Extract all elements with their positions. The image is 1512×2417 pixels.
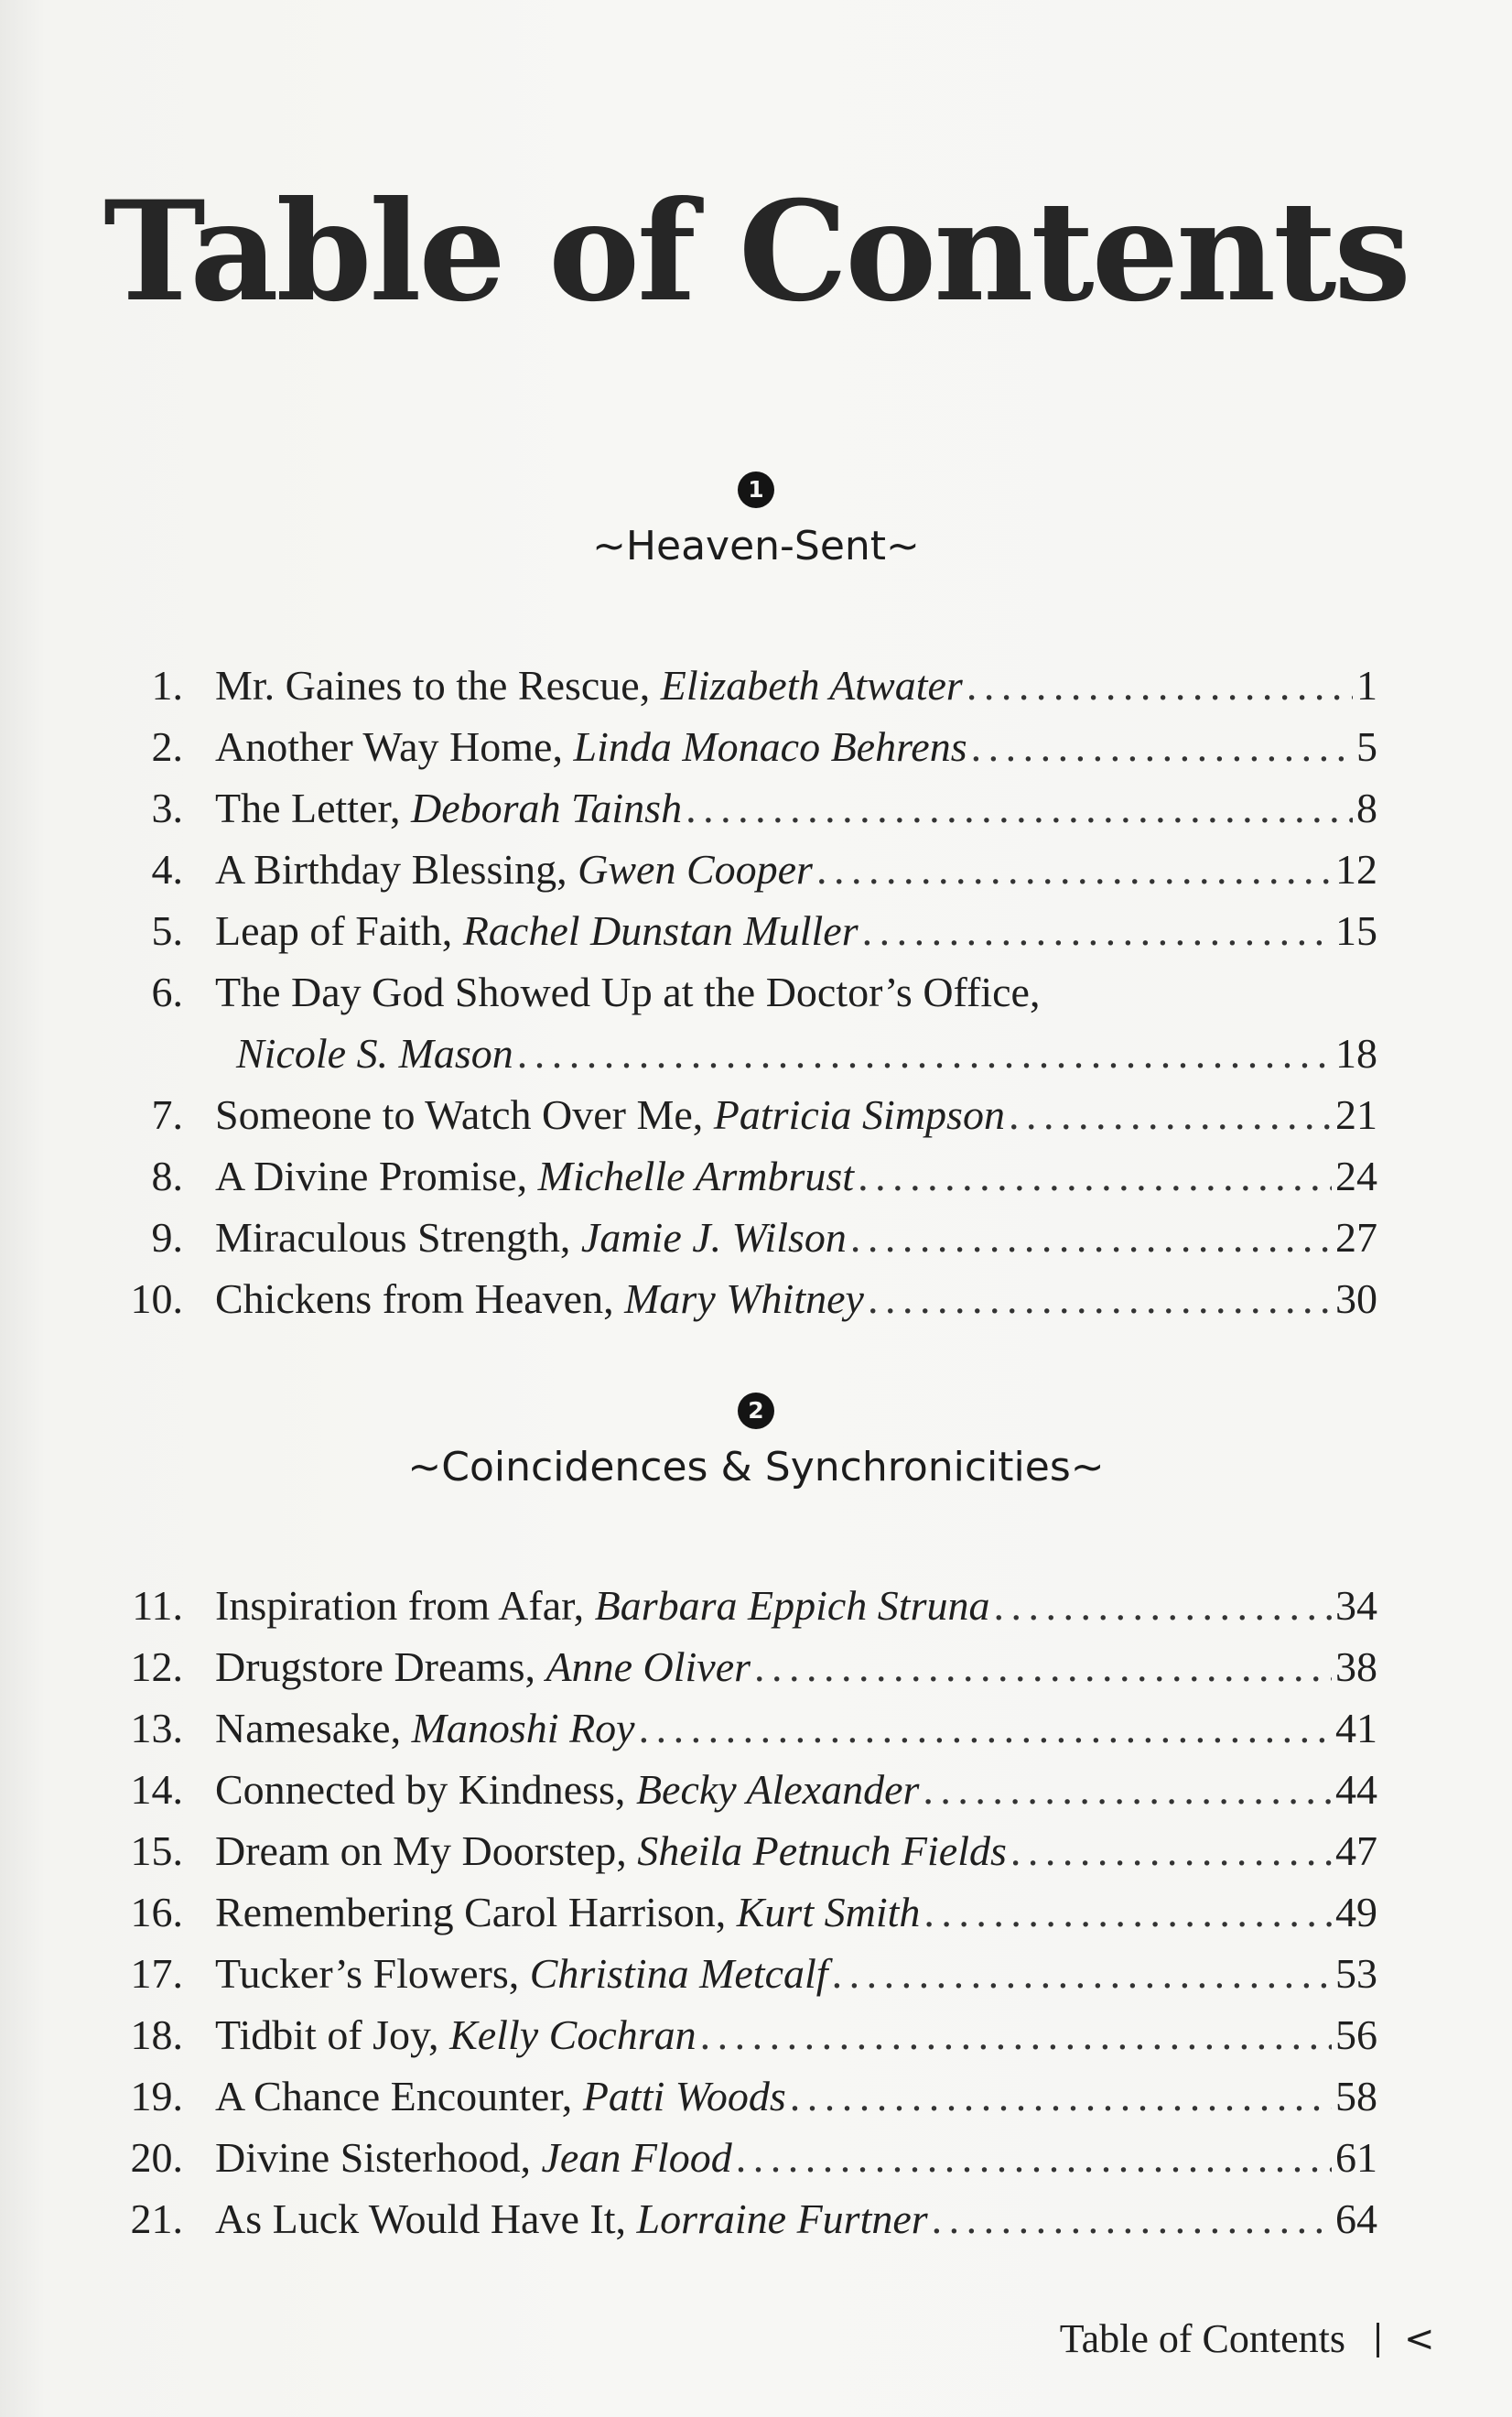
entry-title: Dream on My Doorstep,: [215, 1827, 627, 1874]
section-header-heaven-sent: [0, 471, 1512, 574]
toc-entry[interactable]: [101, 1823, 1377, 1880]
toc-entry[interactable]: [101, 2130, 1377, 2186]
dot-leader: [994, 1577, 1333, 1634]
toc-entry[interactable]: [101, 780, 1377, 837]
entry-title: Leap of Faith,: [215, 907, 453, 954]
dot-leader: [1010, 1823, 1332, 1880]
entry-number: 3.: [151, 785, 183, 831]
entry-page: 12: [1335, 846, 1377, 893]
entry-page: 58: [1335, 2073, 1377, 2119]
entry-number: 10.: [130, 1275, 183, 1322]
toc-entry[interactable]: [101, 1761, 1377, 1818]
dot-leader: [850, 1209, 1332, 1266]
entry-page: 21: [1335, 1091, 1377, 1138]
entry-page: 8: [1356, 785, 1377, 831]
entry-author: Kelly Cochran: [449, 2011, 697, 2058]
entry-page: 24: [1335, 1153, 1377, 1199]
entry-page: 27: [1335, 1214, 1377, 1261]
entry-title: A Chance Encounter,: [215, 2073, 573, 2119]
entry-title: The Letter,: [215, 785, 401, 831]
section-title: ~Coincidences & Synchronicities~: [407, 1444, 1105, 1490]
dot-leader: [517, 1025, 1332, 1082]
dot-leader: [686, 780, 1353, 837]
dot-leader: [1009, 1087, 1332, 1143]
entry-author: Patti Woods: [582, 2073, 786, 2119]
toc-entry[interactable]: [101, 1209, 1377, 1266]
entry-title: Miraculous Strength,: [215, 1214, 571, 1261]
entry-number: 11.: [132, 1582, 183, 1629]
entry-author: Christina Metcalf: [529, 1950, 828, 1997]
entry-page: 18: [1335, 1030, 1377, 1077]
toc-entry[interactable]: [101, 1577, 1377, 1634]
entry-title: Divine Sisterhood,: [215, 2134, 531, 2181]
entry-number: 13.: [130, 1705, 183, 1751]
entry-number: 6.: [151, 969, 183, 1015]
toc-entry[interactable]: [101, 2068, 1377, 2125]
entry-number: 2.: [151, 723, 183, 770]
dot-leader: [832, 1946, 1332, 2002]
entry-title: Another Way Home,: [215, 723, 563, 770]
dot-leader: [868, 1271, 1332, 1328]
toc-entry-title-line[interactable]: [101, 964, 1377, 1021]
entry-number: 17.: [130, 1950, 183, 1997]
footer-label: Table of Contents: [1059, 2316, 1345, 2361]
entry-author: Jamie J. Wilson: [580, 1214, 847, 1261]
dot-leader: [862, 903, 1332, 959]
dot-leader: [967, 657, 1353, 714]
dot-leader: [700, 2007, 1332, 2064]
entry-page: 1: [1356, 662, 1377, 709]
entry-author: Sheila Petnuch Fields: [637, 1827, 1007, 1874]
entry-author: Gwen Cooper: [578, 846, 813, 893]
dot-leader: [923, 1884, 1332, 1941]
entry-number: 18.: [130, 2011, 183, 2058]
toc-entry[interactable]: [101, 719, 1377, 775]
section-number-badge: 1: [738, 471, 774, 508]
footer-arrow-icon: <: [1404, 2318, 1435, 2360]
dot-leader: [816, 841, 1332, 898]
dot-leader: [790, 2068, 1332, 2125]
dot-leader: [754, 1639, 1332, 1696]
entry-title: A Divine Promise,: [215, 1153, 528, 1199]
entry-title: Mr. Gaines to the Rescue,: [215, 662, 651, 709]
dot-leader: [858, 1148, 1332, 1205]
toc-entry[interactable]: [101, 1148, 1377, 1205]
entry-number: 12.: [130, 1643, 183, 1690]
toc-entry[interactable]: [101, 657, 1377, 714]
entry-title: Namesake,: [215, 1705, 402, 1751]
entry-page: 5: [1356, 723, 1377, 770]
dot-leader: [923, 1761, 1332, 1818]
entry-author: Patricia Simpson: [713, 1091, 1005, 1138]
toc-entry[interactable]: [101, 841, 1377, 898]
entry-number: 9.: [151, 1214, 183, 1261]
entry-number: 15.: [130, 1827, 183, 1874]
entry-title: Inspiration from Afar,: [215, 1582, 585, 1629]
entry-page: 15: [1335, 907, 1377, 954]
entry-title: Tucker’s Flowers,: [215, 1950, 520, 1997]
entry-number: 8.: [151, 1153, 183, 1199]
entry-page: 34: [1335, 1582, 1377, 1629]
entry-number: 5.: [151, 907, 183, 954]
entry-page: 49: [1335, 1889, 1377, 1935]
entry-page: 64: [1335, 2195, 1377, 2242]
entry-author: Elizabeth Atwater: [660, 662, 963, 709]
section-number-badge: 2: [738, 1393, 774, 1429]
entry-number: 1.: [151, 662, 183, 709]
entry-author: Lorraine Furtner: [636, 2195, 928, 2242]
section-title: ~Heaven-Sent~: [592, 523, 920, 569]
toc-entry[interactable]: [101, 2007, 1377, 2064]
entry-page: 30: [1335, 1275, 1377, 1322]
toc-entry[interactable]: [101, 1700, 1377, 1757]
toc-entry[interactable]: [101, 1884, 1377, 1941]
entry-title: Drugstore Dreams,: [215, 1643, 536, 1690]
entry-author: Nicole S. Mason: [236, 1030, 513, 1077]
entry-number: 16.: [130, 1889, 183, 1935]
entry-title: A Birthday Blessing,: [215, 846, 567, 893]
entry-author: Rachel Dunstan Muller: [462, 907, 859, 954]
entry-author: Becky Alexander: [635, 1766, 920, 1813]
entry-title: Tidbit of Joy,: [215, 2011, 439, 2058]
entry-author: Jean Flood: [541, 2134, 732, 2181]
entry-title: As Luck Would Have It,: [215, 2195, 626, 2242]
entry-title: Remembering Carol Harrison,: [215, 1889, 727, 1935]
entry-number: 19.: [130, 2073, 183, 2119]
entry-page: 44: [1335, 1766, 1377, 1813]
dot-leader: [971, 719, 1353, 775]
entry-number: 7.: [151, 1091, 183, 1138]
entry-number: 20.: [130, 2134, 183, 2181]
entry-author: Manoshi Roy: [411, 1705, 635, 1751]
toc-entry[interactable]: [101, 1946, 1377, 2002]
entry-page: 41: [1335, 1705, 1377, 1751]
entry-author: Kurt Smith: [736, 1889, 921, 1935]
entry-title: Chickens from Heaven,: [215, 1275, 614, 1322]
section-header-coincidences: [0, 1393, 1512, 1495]
dot-leader: [639, 1700, 1332, 1757]
page-title: Table of Contents: [103, 171, 1409, 332]
toc-entry[interactable]: [101, 2191, 1377, 2248]
entry-title: Someone to Watch Over Me,: [215, 1091, 704, 1138]
entry-number: 21.: [130, 2195, 183, 2242]
entry-page: 38: [1335, 1643, 1377, 1690]
entry-author: Mary Whitney: [624, 1275, 864, 1322]
entry-number: 4.: [151, 846, 183, 893]
toc-entry[interactable]: [101, 1087, 1377, 1143]
entry-page: 53: [1335, 1950, 1377, 1997]
entry-page: 61: [1335, 2134, 1377, 2181]
toc-entry-author-line[interactable]: [101, 1025, 1377, 1082]
dot-leader: [736, 2130, 1332, 2186]
toc-entry[interactable]: [101, 1639, 1377, 1696]
entry-number: 14.: [130, 1766, 183, 1813]
toc-entry[interactable]: [101, 1271, 1377, 1328]
footer-divider: [1377, 2323, 1379, 2357]
dot-leader: [932, 2191, 1332, 2248]
entry-author: Linda Monaco Behrens: [573, 723, 967, 770]
entry-title: The Day God Showed Up at the Doctor’s Office,: [215, 969, 1041, 1015]
entry-author: Barbara Eppich Struna: [594, 1582, 990, 1629]
entry-page: 56: [1335, 2011, 1377, 2058]
entry-title: Connected by Kindness,: [215, 1766, 626, 1813]
entry-author: Anne Oliver: [545, 1643, 751, 1690]
entry-page: 47: [1335, 1827, 1377, 1874]
entry-author: Deborah Tainsh: [411, 785, 683, 831]
entry-author: Michelle Armbrust: [537, 1153, 855, 1199]
toc-entry[interactable]: [101, 903, 1377, 959]
